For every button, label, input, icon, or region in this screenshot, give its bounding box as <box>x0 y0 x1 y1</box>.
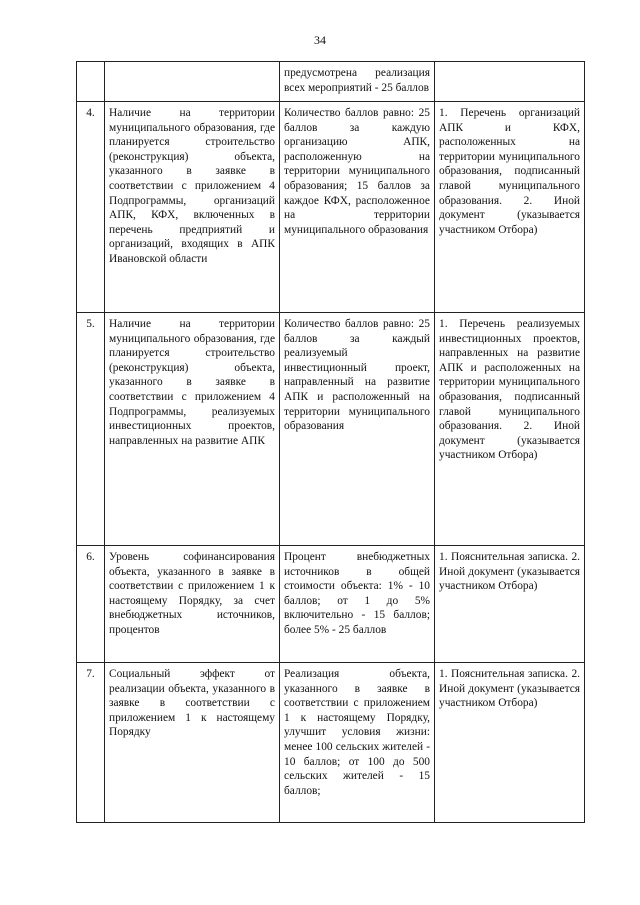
table-row <box>77 62 585 102</box>
row-number-cell: 7. <box>77 663 105 823</box>
documents-cell: 1. Пояснительная записка. 2. Иной документ (указывается участником Отбора) <box>435 663 585 823</box>
documents-cell: 1. Перечень реализуемых инвестиционных проектов, направленных на развитие АПК и расположенных на территории муниципального образования, подписанный главой муниципального образования. 2. Иной документ (указывается участником Отбора) <box>435 313 585 546</box>
criterion-cell: Наличие на территории муниципального образования, где планируется строительство (реконструкция) объекта, указанного в заявке в соответствии с приложением 4 Подпрограммы, реализуемых инвестиционных проектов, направленных на развитие АПК <box>105 313 280 546</box>
scoring-cell: Процент внебюджетных источников в общей стоимости объекта: 1% - 10 баллов; от 1 до 5% включительно - 15 баллов; более 5% - 25 баллов <box>280 546 435 663</box>
scoring-cell: Количество баллов равно: 25 баллов за каждую организацию АПК, расположенную на территории муниципального образования; 15 баллов за каждое КФХ, расположенное на территории муниципального образования <box>280 102 435 313</box>
scoring-cell: Количество баллов равно: 25 баллов за каждый реализуемый инвестиционный проект, направленный на развитие АПК и расположенный на территории муниципального образования <box>280 313 435 546</box>
table-row <box>77 313 585 546</box>
row-number-cell: 5. <box>77 313 105 546</box>
row-number-cell: 4. <box>77 102 105 313</box>
scoring-cell: Реализация объекта, указанного в заявке в соответствии с приложением 1 к настоящему Порядку, улучшит условия жизни: менее 100 сельских жителей - 10 баллов; от 100 до 500 сельских жителей - 15 баллов; <box>280 663 435 823</box>
row-number-cell <box>77 62 105 102</box>
documents-cell: 1. Перечень организаций АПК и КФХ, расположенных на территории муниципального образования, подписанный главой муниципального образования. 2. Иной документ (указывается участником Отбора) <box>435 102 585 313</box>
documents-cell: 1. Пояснительная записка. 2. Иной документ (указывается участником Отбора) <box>435 546 585 663</box>
table-row <box>77 663 585 823</box>
scoring-cell: предусмотрена реализация всех мероприятий - 25 баллов <box>280 62 435 102</box>
criterion-cell <box>105 62 280 102</box>
criteria-table <box>76 61 585 823</box>
table-row <box>77 102 585 313</box>
criterion-cell: Социальный эффект от реализации объекта, указанного в заявке в соответствии с приложением 1 к настоящему Порядку <box>105 663 280 823</box>
table-row <box>77 546 585 663</box>
row-number-cell: 6. <box>77 546 105 663</box>
page-number: 34 <box>314 33 326 47</box>
criterion-cell: Уровень софинансирования объекта, указанного в заявке в соответствии с приложением 1 к настоящему Порядку, за счет внебюджетных источников, процентов <box>105 546 280 663</box>
criterion-cell: Наличие на территории муниципального образования, где планируется строительство (реконструкция) объекта, указанного в заявке в соответствии с приложением 4 Подпрограммы, организаций АПК, КФХ, включенных в перечень предприятий и организаций, входящих в АПК Ивановской области <box>105 102 280 313</box>
documents-cell <box>435 62 585 102</box>
